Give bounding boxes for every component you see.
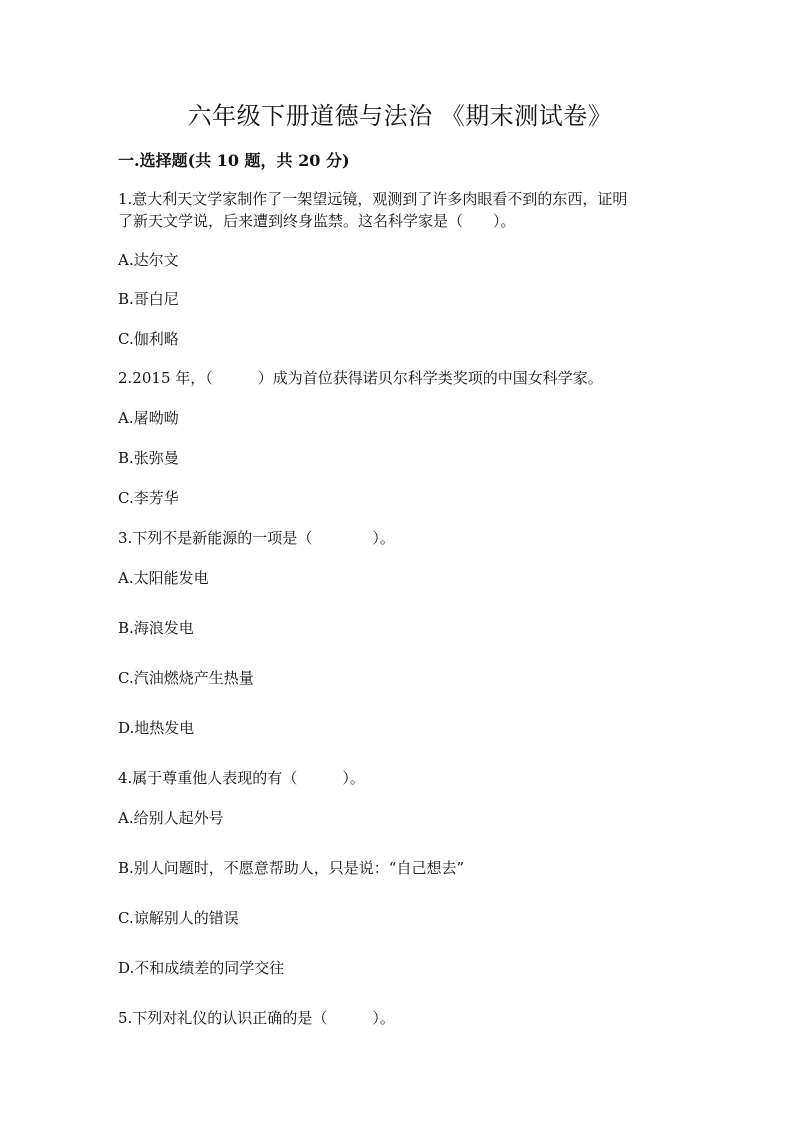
question-4-option-a: A.给别人起外号 xyxy=(118,809,224,827)
question-1-stem-line-2: 了新天文学说，后来遭到终身监禁。这名科学家是（ ）。 xyxy=(118,212,516,230)
section-heading: 一.选择题(共 10 题，共 20 分) xyxy=(118,151,350,170)
question-4-option-d: D.不和成绩差的同学交往 xyxy=(118,959,285,977)
question-3-option-d: D.地热发电 xyxy=(118,719,195,737)
question-4-stem: 4.属于尊重他人表现的有（ ）。 xyxy=(118,769,365,787)
question-5-stem: 5.下列对礼仪的认识正确的是（ ）。 xyxy=(118,1009,395,1027)
question-3-stem: 3.下列不是新能源的一项是（ ）。 xyxy=(118,529,395,547)
question-2-stem: 2.2015 年，（ ）成为首位获得诺贝尔科学类奖项的中国女科学家。 xyxy=(118,369,603,387)
page-title: 六年级下册道德与法治 《期末测试卷》 xyxy=(187,102,613,130)
question-1-option-a: A.达尔文 xyxy=(118,251,179,269)
question-1-option-b: B.哥白尼 xyxy=(118,290,179,308)
question-2-option-b: B.张弥曼 xyxy=(118,449,179,467)
question-1-stem-line-1: 1.意大利天文学家制作了一架望远镜，观测到了许多肉眼看不到的东西，证明 xyxy=(118,190,628,208)
question-3-option-b: B.海浪发电 xyxy=(118,619,194,637)
question-3-option-c: C.汽油燃烧产生热量 xyxy=(118,669,254,687)
question-2-option-a: A.屠呦呦 xyxy=(118,409,179,427)
question-3-option-a: A.太阳能发电 xyxy=(118,569,209,587)
question-4-option-c: C.谅解别人的错误 xyxy=(118,909,239,927)
question-1-option-c: C.伽利略 xyxy=(118,330,179,348)
question-4-option-b: B.别人问题时，不愿意帮助人，只是说：“自己想去” xyxy=(118,859,465,877)
question-2-option-c: C.李芳华 xyxy=(118,489,179,507)
